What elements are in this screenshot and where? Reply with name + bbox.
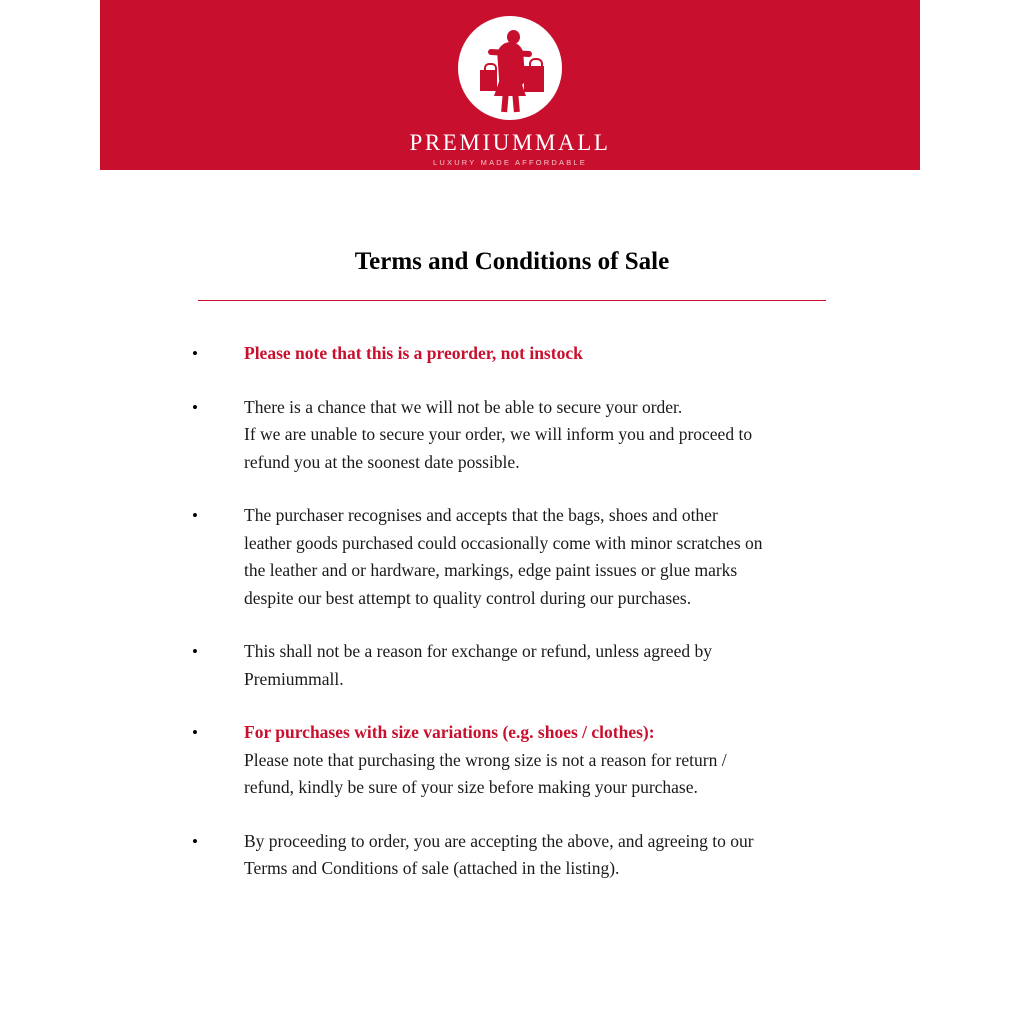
terms-item-line: By proceeding to order, you are accepting the above, and agreeing to our [244, 830, 754, 851]
terms-item-line: Please note that purchasing the wrong size is not a reason for return / [244, 749, 727, 770]
bullet-icon: • [192, 344, 198, 363]
lady-with-shopping-bags-icon [458, 16, 562, 120]
terms-item-line: There is a chance that we will not be able to secure your order. [244, 396, 683, 417]
terms-item-line: The purchaser recognises and accepts that the bags, shoes and other [244, 505, 718, 525]
brand-header-banner [100, 0, 920, 170]
terms-item-line: This shall not be a reason for exchange or refund, unless agreed by [244, 641, 712, 661]
page-title: Terms and Conditions of Sale [354, 248, 670, 275]
terms-item-line: the leather and or hardware, markings, edge paint issues or glue marks [244, 560, 738, 580]
terms-list [192, 340, 852, 909]
terms-item-line: Please note that this is a preorder, not instock [244, 343, 583, 363]
terms-item-line: despite our best attempt to quality control during our purchases. [244, 587, 692, 608]
brand-tagline: LUXURY MADE AFFORDABLE [433, 158, 587, 167]
terms-list-item-text [244, 502, 852, 612]
terms-list-item [192, 502, 852, 612]
brand-name: PREMIUMMALL [409, 130, 611, 155]
terms-item-lead: For purchases with size variations (e.g. shoes / clothes): [244, 722, 655, 742]
bullet-icon: • [192, 642, 198, 661]
terms-item-line: leather goods purchased could occasionally come with minor scratches on [244, 532, 763, 553]
title-divider [198, 300, 826, 301]
terms-item-line: If we are unable to secure your order, we will inform you and proceed to [244, 424, 753, 444]
terms-list-item [192, 340, 852, 368]
terms-list-item [192, 638, 852, 693]
bullet-icon: • [192, 506, 198, 525]
terms-list-item-text [244, 340, 852, 368]
terms-list-item [192, 394, 852, 477]
terms-item-line: refund you at the soonest date possible. [244, 451, 520, 472]
terms-list-item-text [244, 638, 852, 693]
terms-list-item-text [244, 828, 852, 883]
brand-logo [100, 16, 920, 167]
bullet-icon: • [192, 397, 198, 417]
terms-list-item-text [244, 719, 852, 802]
terms-list-item [192, 719, 852, 802]
terms-item-line: Premiummall. [244, 668, 344, 689]
terms-list-item-text [244, 394, 852, 477]
terms-item-line: refund, kindly be sure of your size before making your purchase. [244, 777, 698, 797]
bullet-icon: • [192, 723, 198, 742]
bullet-icon: • [192, 831, 198, 851]
terms-item-line: Terms and Conditions of sale (attached in the listing). [244, 858, 620, 878]
terms-list-item [192, 828, 852, 883]
